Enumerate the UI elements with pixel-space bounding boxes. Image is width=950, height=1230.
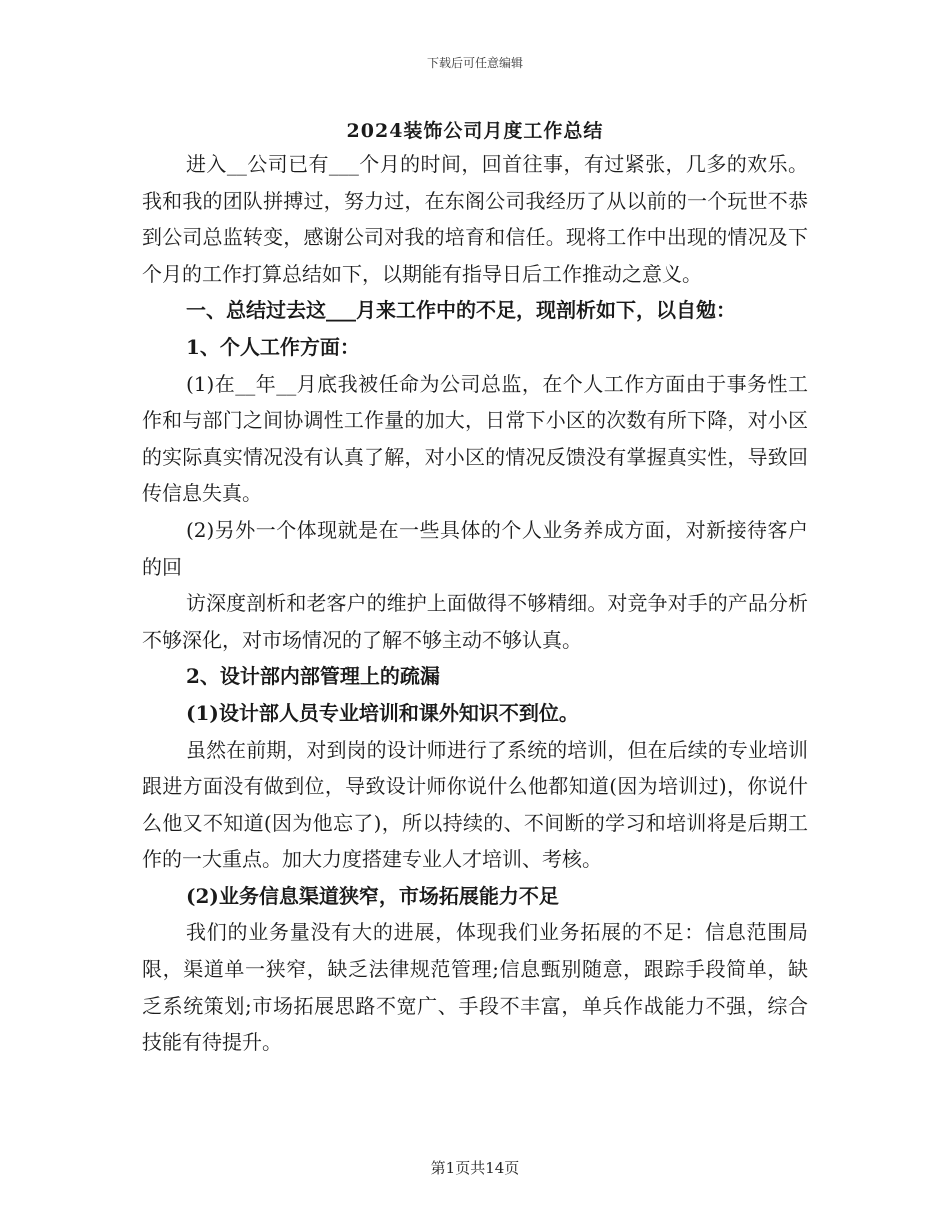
paragraph-training: 虽然在前期，对到岗的设计师进行了系统的培训，但在后续的专业培训跟进方面没有做到位，导致设计师你说什么他都知道(因为培训过)，你说什么他又不知道(因为他忘了)，所以持续的、不间断的学习和培训将是后期工作的一大重点。加大力度搭建专业人才培训、考核。	[142, 737, 808, 872]
section-heading-1: 一、总结过去这___月来工作中的不足，现剖析如下，以自勉：	[186, 298, 736, 323]
page-footer: 第1页共14页	[430, 1159, 520, 1177]
intro-paragraph: 进入__公司已有___个月的时间，回首往事，有过紧张，几多的欢乐。我和我的团队拼搏过，努力过，在东阁公司我经历了从以前的一个玩世不恭到公司总监转变，感谢公司对我的培育和信任。现将工作中出现的情况及下个月的工作打算总结如下，以期能有指导日后工作推动之意义。	[142, 152, 808, 286]
paragraph-item-2: (2)另外一个体现就是在一些具体的个人业务养成方面，对新接待客户的回	[142, 517, 808, 579]
subsection-heading-design: 2、设计部内部管理上的疏漏	[186, 664, 440, 689]
paragraph-item-2-continued: 访深度剖析和老客户的维护上面做得不够精细。对竞争对手的产品分析不够深化，对市场情况的了解不够主动不够认真。	[142, 591, 808, 652]
point-heading-training: (1)设计部人员专业培训和课外知识不到位。	[186, 700, 579, 725]
point-heading-business: (2)业务信息渠道狭窄，市场拓展能力不足	[186, 883, 559, 908]
document-body	[142, 146, 808, 1061]
document-title: 2024装饰公司月度工作总结	[346, 120, 604, 142]
paragraph-item-1: (1)在__年__月底我被任命为公司总监，在个人工作方面由于事务性工作和与部门之间协调性工作量的加大，日常下小区的次数有所下降，对小区的实际真实情况没有认真了解，对小区的情况反馈没有掌握真实性，导致回传信息失真。	[142, 371, 808, 506]
paragraph-business: 我们的业务量没有大的进展，体现我们业务拓展的不足：信息范围局限，渠道单一狭窄，缺乏法律规范管理;信息甄别随意，跟踪手段简单，缺乏系统策划;市场拓展思路不宽广、手段不丰富，单兵作战能力不强，综合技能有待提升。	[142, 920, 808, 1055]
subsection-heading-personal: 1、个人工作方面：	[186, 334, 360, 359]
page-header: 下载后可任意编辑	[426, 56, 523, 70]
